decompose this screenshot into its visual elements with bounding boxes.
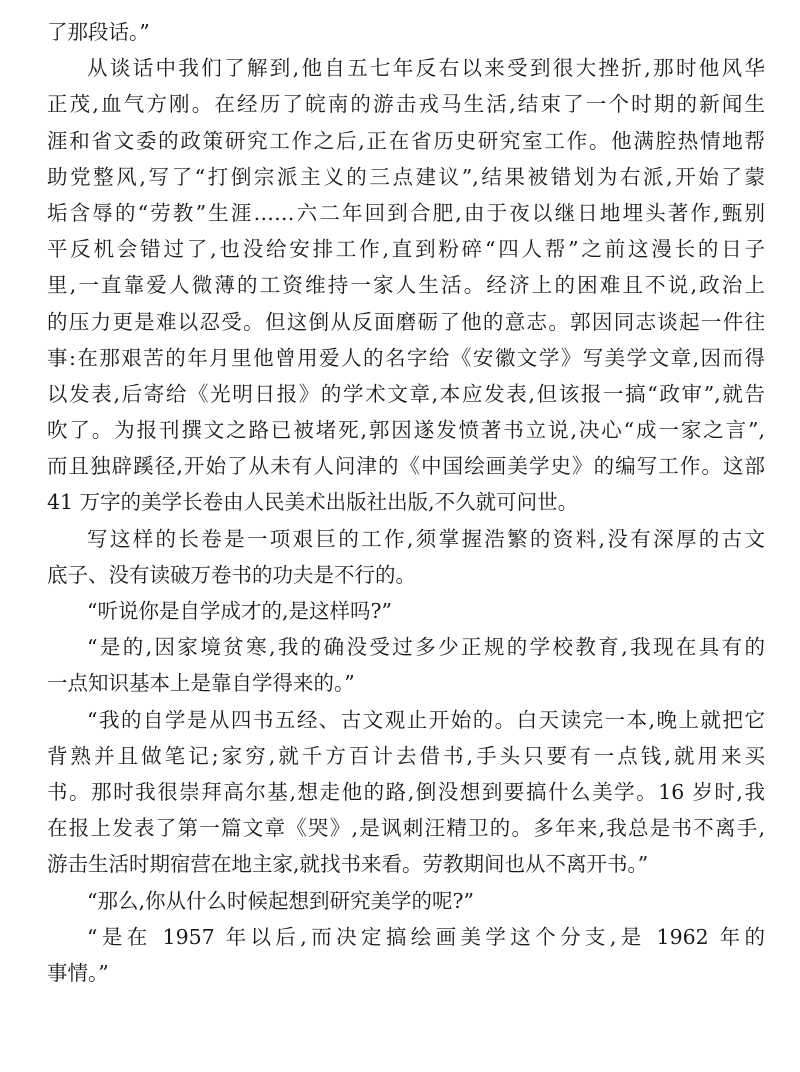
document-page (47, 14, 765, 991)
text-line: 的压力更是难以忍受。但这倒从反面磨砺了他的意志。郭因同志谈起一件往 (47, 309, 765, 334)
text-line: “那么,你从什么时候起想到研究美学的呢?” (87, 888, 474, 913)
text-line: 事情。” (47, 960, 109, 985)
text-line: 事:在那艰苦的年月里他曾用爱人的名字给《安徽文学》写美学文章,因而得 (47, 345, 765, 370)
text-line: 写这样的长卷是一项艰巨的工作,须掌握浩繁的资料,没有深厚的古文 (87, 526, 765, 551)
text-line: 书。那时我很崇拜高尔基,想走他的路,倒没想到要搞什么美学。16 岁时,我 (47, 779, 765, 804)
text-line: 助党整风,写了“打倒宗派主义的三点建议”,结果被错划为右派,开始了蒙 (47, 164, 765, 189)
text-line: 在报上发表了第一篇文章《哭》,是讽刺汪精卫的。多年来,我总是书不离手, (47, 816, 765, 841)
text-line: 背熟并且做笔记;家穷,就千方百计去借书,手头只要有一点钱,就用来买 (47, 743, 765, 768)
text-line: 底子、没有读破万卷书的功夫是不行的。 (47, 562, 416, 587)
text-line: 平反机会错过了,也没给安排工作,直到粉碎“四人帮”之前这漫长的日子 (47, 237, 765, 262)
text-line: “我的自学是从四书五经、古文观止开始的。白天读完一本,晚上就把它 (87, 707, 765, 732)
text-line: 以发表,后寄给《光明日报》的学术文章,本应发表,但该报一搞“政审”,就告 (47, 381, 765, 406)
text-line: “是的,因家境贫寒,我的确没受过多少正规的学校教育,我现在具有的 (87, 635, 765, 660)
text-line: 垢含辱的“劳教”生涯……六二年回到合肥,由于夜以继日地埋头著作,甄别 (47, 200, 765, 225)
text-line: 了那段话。” (47, 20, 150, 44)
text-line: 游击生活时期宿营在地主家,就找书来看。劳教期间也从不离开书。” (47, 852, 649, 877)
text-line: 里,一直靠爱人微薄的工资维持一家人生活。经济上的困难且不说,政治上 (47, 273, 765, 298)
text-line: 而且独辟蹊径,开始了从未有人问津的《中国绘画美学史》的编写工作。这部 (47, 454, 765, 479)
text-line: “听说你是自学成才的,是这样吗?” (87, 599, 392, 623)
text-line: 一点知识基本上是靠自学得来的。” (47, 671, 355, 696)
text-line: 吹了。为报刊撰文之路已被堵死,郭因遂发愤著书立说,决心“成一家之言”, (47, 418, 765, 443)
text-line: 41 万字的美学长卷由人民美术出版社出版,不久就可问世。 (47, 490, 579, 515)
text-line: “是在 1957 年以后,而决定搞绘画美学这个分支,是 1962 年的 (87, 924, 765, 949)
text-line: 正茂,血气方刚。在经历了皖南的游击戎马生活,结束了一个时期的新闻生 (47, 92, 765, 117)
text-line: 从谈话中我们了解到,他自五七年反右以来受到很大挫折,那时他风华 (87, 56, 765, 81)
text-line: 涯和省文委的政策研究工作之后,正在省历史研究室工作。他满腔热情地帮 (47, 128, 765, 153)
